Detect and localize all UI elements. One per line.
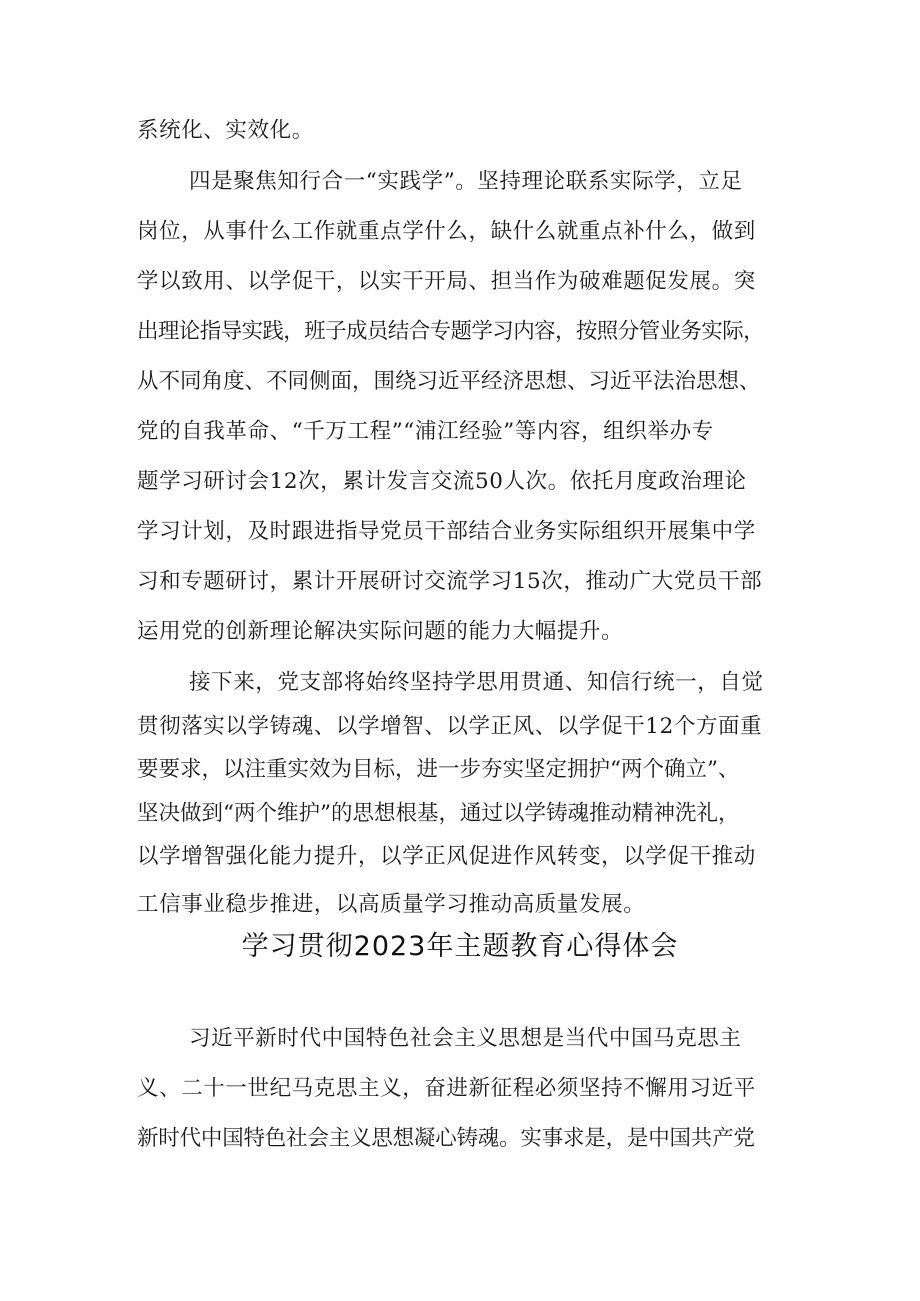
paragraph-line: 贯彻落实以学铸魂、以学增智、以学正风、以学促干12个方面重 [137,713,763,739]
paragraph-line: 要要求，以注重实效为目标，进一步夯实坚定拥护“两个确立”、 [137,757,740,783]
paragraph-line: 以学增智强化能力提升，以学正风促进作风转变，以学促干推动 [137,844,756,870]
paragraph-line: 接下来，党支部将始终坚持学思用贯通、知信行统一，自觉 [189,670,764,695]
paragraph-line: 岗位，从事什么工作就重点学什么，缺什么就重点补什么，做到 [137,219,756,244]
paragraph-line: 学以致用、以学促干，以实干开局、担当作为破难题促发展。突 [137,269,756,294]
paragraph-line: 系统化、实效化。 [137,118,314,143]
paragraph-line: 习近平新时代中国特色社会主义思想是当代中国马克思主 [189,1026,742,1051]
paragraph-line: 从不同角度、不同侧面，围绕习近平经济思想、习近平法治思想、 [137,369,761,394]
paragraph-line: 党的自我革命、“千万工程”“浦江经验”等内容，组织举办专 [137,419,714,444]
paragraph-line: 坚决做到“两个维护”的思想根基，通过以学铸魂推动精神洗礼， [137,800,740,826]
paragraph-line: 工信事业稳步推进，以高质量学习推动高质量发展。 [137,892,646,917]
paragraph-line: 四是聚焦知行合一“实践学”。坚持理论联系实际学，立足 [189,169,743,194]
paragraph-line: 义、二十一世纪马克思主义，奋进新征程必须坚持不懈用习近平 [137,1076,756,1101]
paragraph-line: 出理论指导实践，班子成员结合专题学习内容，按照分管业务实际， [137,319,765,344]
paragraph-line: 题学习研讨会12次，累计发言交流50人次。依托月度政治理论 [137,469,747,494]
paragraph-line: 习和专题研讨，累计开展研讨交流学习15次，推动广大党员干部 [137,569,763,594]
paragraph-line: 运用党的创新理论解决实际问题的能力大幅提升。 [137,619,624,644]
paragraph-line: 新时代中国特色社会主义思想凝心铸魂。实事求是，是中国共产党 [137,1126,755,1151]
paragraph-line: 学习计划，及时跟进指导党员干部结合业务实际组织开展集中学 [137,519,756,544]
document-heading: 学习贯彻2023年主题教育心得体会 [241,931,679,962]
